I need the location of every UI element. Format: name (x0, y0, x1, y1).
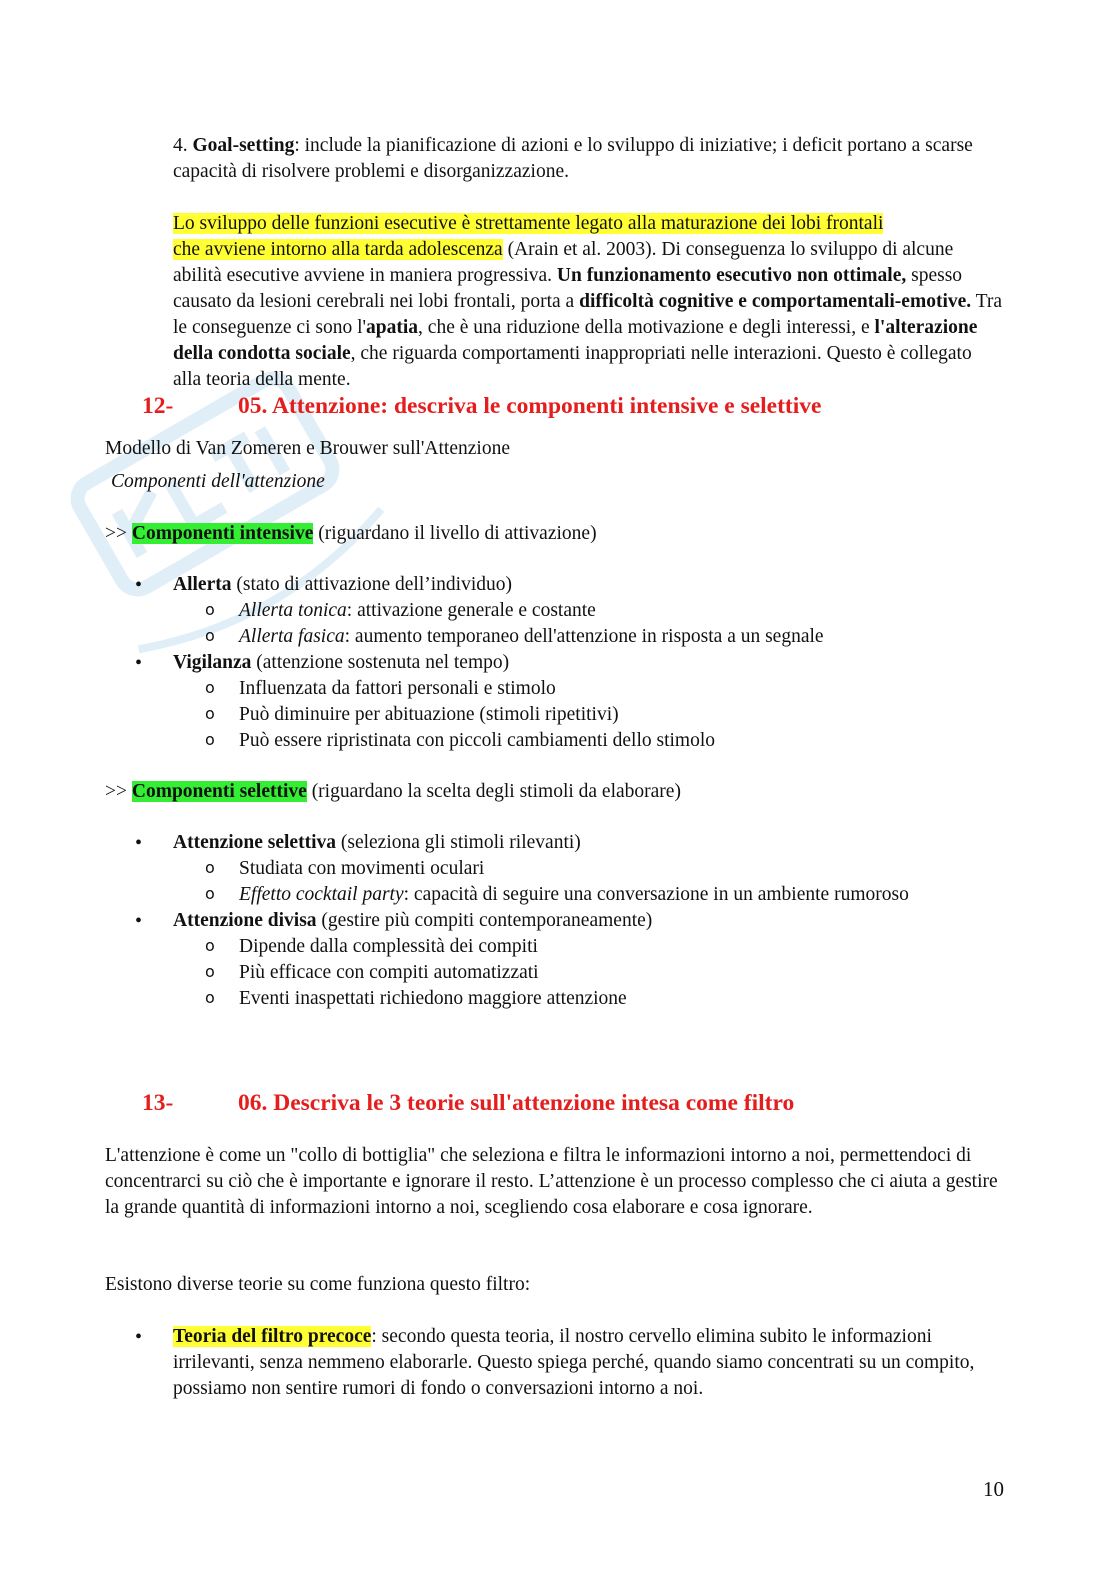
list-item (105, 572, 985, 598)
intensive-prefix: >> (105, 523, 132, 544)
sub-list-item: o Influenzata da fattori personali e stimolo (105, 676, 985, 702)
theories-list (105, 1324, 990, 1402)
sub-list-item: o Eventi inaspettati richiedono maggiore attenzione (105, 986, 985, 1012)
dev-text-1: (Arain et al. 2003). Di conseguenza lo sviluppo di alcune abilità esecutive avviene in maniera progressiva. (173, 239, 954, 286)
model-title: Modello di Van Zomeren e Brouwer sull'Attenzione (105, 438, 510, 459)
item-desc: (seleziona gli stimoli rilevanti) (336, 832, 581, 853)
early-filter-label: Teoria del filtro precoce (173, 1326, 372, 1347)
sub-list-item (105, 598, 985, 624)
sub-term: Effetto cocktail party (239, 884, 404, 905)
sub-list-item (105, 624, 985, 650)
sub-list-item: o Studiata con movimenti oculari (105, 856, 985, 882)
item-term: Vigilanza (173, 652, 252, 673)
goal-setting-text: : include la pianificazione di azioni e lo sviluppo di iniziative; i deficit portano a scarse capacità di risolvere problemi e disorganizzazione. (173, 135, 973, 182)
highlight-line-1: Lo sviluppo delle funzioni esecutive è strettamente legato alla maturazione dei lobi frontali (173, 213, 884, 234)
intensive-heading (105, 521, 597, 547)
section-heading-13 (142, 1088, 794, 1118)
sub-list-item: o Più efficace con compiti automatizzati (105, 960, 985, 986)
list-item (105, 908, 985, 934)
item-desc: (attenzione sostenuta nel tempo) (251, 652, 510, 673)
sub-text: : capacità di seguire una conversazione in un ambiente rumoroso (403, 884, 909, 905)
goal-number: 4. (173, 135, 193, 156)
list-item (105, 830, 985, 856)
dev-bold-2: difficoltà cognitive e comportamentali-emotive. (579, 291, 972, 312)
bottleneck-paragraph: L'attenzione è come un "collo di bottiglia" che seleziona e filtra le informazioni intorno a noi, permettendoci di concentrarci su ciò che è importante e ignorare il resto. L’attenzione è un processo complesso che ci aiuta a gestire la grande quantità di informazioni intorno a noi, scegliendo cosa elaborare e cosa ignorare. (105, 1145, 998, 1218)
dev-bold-apatia: apatia (366, 317, 419, 338)
page-number: 10 (983, 1477, 1004, 1501)
item-term: Attenzione divisa (173, 910, 317, 931)
item-desc: (gestire più compiti contemporaneamente) (316, 910, 653, 931)
selective-prefix: >> (105, 781, 132, 802)
theories-intro: Esistono diverse teorie su come funziona questo filtro: (105, 1274, 531, 1295)
sub-term: Allerta tonica (239, 600, 347, 621)
dev-bold-alterazione: l'alterazione della condotta sociale (173, 317, 978, 364)
early-filter-text: : secondo questa teoria, il nostro cervello elimina subito le informazioni irrilevanti, senza nemmeno elaborarle. Questo spiega perché, quando siamo concentrati su un compito, possiamo non sentire rumori di fondo o conversazioni intorno a noi. (173, 1326, 975, 1399)
selective-label: Componenti selettive (131, 781, 307, 802)
sub-list-item: o Può essere ripristinata con piccoli cambiamenti dello stimolo (105, 728, 985, 754)
heading-title: 06. Descriva le 3 teorie sull'attenzione intesa come filtro (238, 1090, 795, 1116)
dev-text-4: , che è una riduzione della motivazione e degli interessi, e (418, 317, 875, 338)
item-term: Allerta (173, 574, 232, 595)
selective-desc: (riguardano la scelta degli stimoli da elaborare) (306, 781, 681, 802)
sub-list-item (105, 882, 939, 908)
development-paragraph (173, 211, 1003, 393)
dev-text-3: Tra le conseguenze ci sono l' (173, 291, 1003, 338)
intensive-label: Componenti intensive (131, 523, 314, 544)
section-heading-12 (142, 391, 821, 421)
list-item (105, 1324, 990, 1402)
selective-heading (105, 779, 681, 805)
dev-bold-1: Un funzionamento esecutivo non ottimale, (556, 265, 907, 286)
dev-text-2: spesso causato da lesioni cerebrali nei lobi frontali, porta a (173, 265, 963, 312)
goal-setting-term: Goal-setting (192, 135, 295, 156)
list-item (105, 650, 985, 676)
sub-text: : aumento temporaneo dell'attenzione in risposta a un segnale (344, 626, 824, 647)
intensive-desc: (riguardano il livello di attivazione) (313, 523, 597, 544)
dev-text-5: , che riguarda comportamenti inappropriati nelle interazioni. Questo è collegato alla teoria della mente. (173, 343, 972, 390)
intensive-list (105, 572, 985, 754)
heading-number: 12- (142, 393, 174, 419)
components-title (111, 469, 325, 495)
heading-title: 05. Attenzione: descriva le componenti intensive e selettive (238, 393, 822, 419)
goal-setting-paragraph (173, 133, 1003, 185)
heading-number: 13- (142, 1090, 174, 1116)
components-title-text: Componenti dell'attenzione (111, 471, 325, 492)
item-term: Attenzione selettiva (173, 832, 336, 853)
sub-term: Allerta fasica (239, 626, 345, 647)
highlight-line-2: che avviene intorno alla tarda adolescenza (173, 239, 503, 260)
sub-list-item: o Può diminuire per abituazione (stimoli ripetitivi) (105, 702, 985, 728)
sub-list-item: o Dipende dalla complessità dei compiti (105, 934, 985, 960)
item-desc: (stato di attivazione dell’individuo) (231, 574, 512, 595)
sub-text: : attivazione generale e costante (346, 600, 596, 621)
selective-list (105, 830, 985, 1012)
